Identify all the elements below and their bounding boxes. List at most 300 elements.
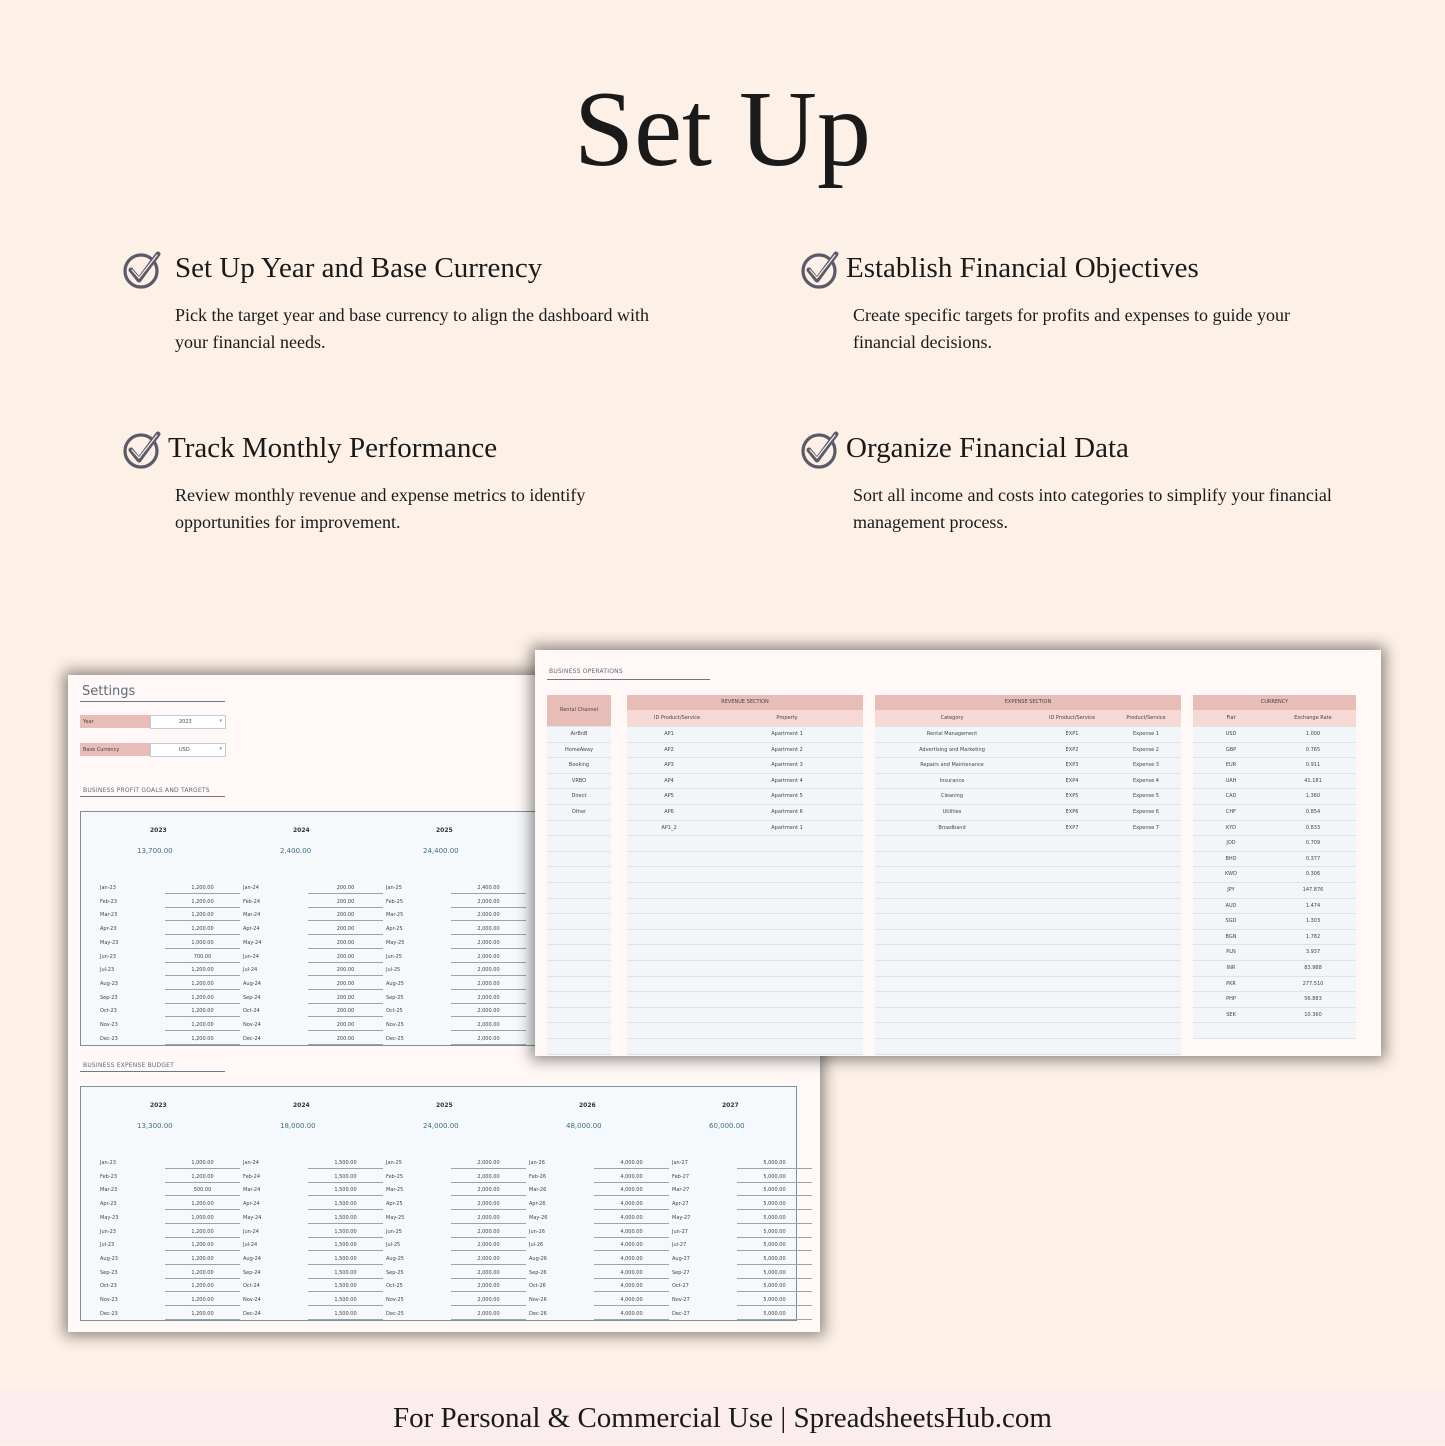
currency-rate-cell[interactable]: 1.303	[1305, 918, 1321, 925]
grid-line	[547, 1038, 611, 1039]
grid-line	[875, 1038, 1181, 1039]
currency-fiat-cell[interactable]: UAH	[1225, 777, 1237, 784]
month-amount-input[interactable]: 2,000.00	[477, 1310, 500, 1317]
month-row	[95, 1253, 235, 1267]
month-label: Apr-27	[672, 1201, 689, 1208]
month-amount-input[interactable]: 200.00	[336, 1022, 355, 1028]
currency-rate-cell[interactable]: 1.000	[1305, 731, 1321, 737]
revenue-id-cell[interactable]: AP6	[664, 809, 674, 815]
month-amount-input[interactable]: 1,500.00	[334, 1283, 357, 1290]
month-amount-input[interactable]: 2,000.00	[477, 1242, 500, 1249]
month-row	[95, 992, 235, 1006]
amount-underline	[737, 1291, 812, 1292]
month-label: Aug-23	[100, 980, 118, 987]
month-amount-input[interactable]: 4,000.00	[620, 1255, 643, 1262]
month-amount-input[interactable]: 1,000.00	[191, 1214, 214, 1221]
amount-underline	[451, 907, 526, 908]
month-amount-input[interactable]: 1,200.00	[191, 1255, 214, 1262]
grid-line	[547, 804, 611, 805]
currency-fiat-cell[interactable]: SEK	[1226, 1011, 1236, 1018]
amount-underline	[308, 1182, 383, 1183]
rental-channel-cell[interactable]: HomeAway	[564, 746, 594, 753]
expense-cell[interactable]: EXP1	[1065, 731, 1079, 737]
footer-text: For Personal & Commercial Use | SpreadsheetsHub.com	[393, 1402, 1052, 1434]
currency-fiat-cell[interactable]: INR	[1226, 965, 1236, 971]
month-amount-input[interactable]: 4,000.00	[620, 1269, 643, 1276]
month-amount-input[interactable]: 1,200.00	[191, 1297, 214, 1303]
expense-cell[interactable]: EXP3	[1065, 762, 1079, 769]
month-amount-input[interactable]: 1,200.00	[191, 1283, 214, 1290]
amount-underline	[594, 1250, 669, 1251]
month-label: Apr-24	[243, 926, 260, 933]
month-label: Feb-27	[672, 1173, 690, 1180]
year-column	[95, 1102, 235, 1317]
revenue-column-bg	[627, 726, 863, 1054]
month-amount-input[interactable]: 2,000.00	[477, 967, 500, 974]
rental-channel-cell[interactable]: Direct	[571, 793, 587, 800]
revenue-id-cell[interactable]: AP1_2	[661, 824, 677, 831]
month-label: Oct-25	[386, 1008, 403, 1015]
month-amount-input[interactable]: 200.00	[336, 994, 355, 1001]
currency-rate-cell[interactable]: 3.937	[1305, 949, 1321, 956]
month-amount-input[interactable]: 1,500.00	[334, 1228, 357, 1235]
year-label: Year	[83, 719, 94, 725]
month-row	[381, 964, 521, 978]
expense-cell[interactable]: Repairs and Maintenance	[920, 762, 984, 769]
month-amount-input[interactable]: 1,200.00	[191, 967, 214, 974]
currency-rate-cell[interactable]: 0.377	[1305, 855, 1321, 862]
revenue-id-cell[interactable]: AP2	[664, 746, 674, 753]
amount-underline	[308, 1319, 383, 1320]
grid-line	[627, 913, 863, 914]
rental-channel-cell[interactable]: AirBnB	[570, 731, 588, 737]
month-amount-input[interactable]: 200.00	[336, 980, 355, 987]
amount-underline	[308, 1278, 383, 1279]
currency-fiat-cell[interactable]: PKR	[1226, 980, 1236, 987]
currency-rate-cell[interactable]: 83.988	[1304, 965, 1322, 971]
month-row	[667, 1226, 807, 1240]
month-amount-input[interactable]: 1,200.00	[191, 1022, 214, 1028]
rental-channel-cell[interactable]: Booking	[568, 762, 590, 769]
month-amount-input[interactable]: 1,200.00	[191, 926, 214, 933]
month-amount-input[interactable]: 1,200.00	[191, 994, 214, 1001]
amount-underline	[308, 907, 383, 908]
currency-rate-cell[interactable]: 56.883	[1304, 996, 1322, 1003]
currency-fiat-cell[interactable]: BGN	[1225, 933, 1237, 940]
month-row	[95, 1033, 235, 1047]
month-row	[667, 1294, 807, 1308]
month-amount-input[interactable]: 5,000.00	[763, 1187, 786, 1194]
month-label: Jun-25	[386, 953, 402, 960]
amount-underline	[308, 1250, 383, 1251]
month-amount-input[interactable]: 2,000.00	[477, 980, 500, 987]
month-label: Aug-23	[100, 1255, 118, 1262]
grid-line	[875, 788, 1181, 789]
expense-cell[interactable]: Expense 1	[1133, 731, 1159, 737]
month-label: Feb-23	[100, 898, 118, 905]
grid-line	[875, 757, 1181, 758]
checkmark-icon	[122, 250, 162, 290]
month-amount-input[interactable]: 1,200.00	[191, 1228, 214, 1235]
currency-fiat-cell[interactable]: BHD	[1225, 855, 1237, 862]
month-amount-input[interactable]: 200.00	[336, 912, 355, 919]
revenue-id-cell[interactable]: AP5	[664, 793, 674, 800]
month-amount-input[interactable]: 4,000.00	[620, 1201, 643, 1208]
currency-fiat-cell[interactable]: EUR	[1225, 762, 1237, 769]
grid-line	[875, 804, 1181, 805]
month-label: Jan-25	[386, 885, 402, 891]
expense-cell[interactable]: Expense 5	[1133, 793, 1159, 800]
amount-underline	[308, 893, 383, 894]
currency-rate-cell[interactable]: 1.360	[1305, 793, 1321, 800]
month-amount-input[interactable]: 1,500.00	[334, 1214, 357, 1221]
currency-fiat-cell[interactable]: SGD	[1225, 918, 1237, 925]
expense-cell[interactable]: Expense 3	[1133, 762, 1159, 769]
month-amount-input[interactable]: 2,000.00	[477, 939, 500, 946]
month-amount-input[interactable]: 2,000.00	[477, 1187, 500, 1194]
month-amount-input[interactable]: 4,000.00	[620, 1187, 643, 1194]
month-amount-input[interactable]: 200.00	[336, 953, 355, 960]
month-amount-input[interactable]: 1,200.00	[191, 885, 214, 891]
month-amount-input[interactable]: 5,000.00	[763, 1297, 786, 1303]
revenue-property-cell[interactable]: Apartment 4	[771, 777, 803, 784]
grid-line	[547, 788, 611, 789]
month-amount-input[interactable]: 200.00	[336, 885, 355, 891]
month-label: Dec-25	[386, 1035, 404, 1042]
month-amount-input[interactable]: 5,000.00	[763, 1242, 786, 1249]
year-value: 2023	[179, 719, 192, 725]
month-row	[381, 1184, 521, 1198]
currency-fiat-cell[interactable]: JOD	[1226, 840, 1236, 847]
month-amount-input[interactable]: 2,000.00	[477, 1255, 500, 1262]
currency-rate-cell[interactable]: 0.306	[1305, 871, 1321, 878]
month-amount-input[interactable]: 200.00	[336, 939, 355, 946]
month-amount-input[interactable]: 2,000.00	[477, 912, 500, 919]
month-row	[667, 1157, 807, 1171]
currency-fiat-cell[interactable]: CHF	[1225, 809, 1237, 815]
month-row	[667, 1171, 807, 1185]
month-label: May-25	[386, 1214, 405, 1221]
month-label: Mar-23	[100, 912, 118, 919]
currency-fiat-cell[interactable]: AUD	[1225, 902, 1237, 909]
month-label: Jul-27	[672, 1242, 687, 1249]
month-row	[238, 1239, 378, 1253]
amount-underline	[594, 1291, 669, 1292]
month-label: Jan-25	[386, 1160, 402, 1166]
month-row	[238, 1280, 378, 1294]
month-amount-input[interactable]: 700.00	[193, 953, 212, 960]
month-amount-input[interactable]: 2,000.00	[477, 1022, 500, 1028]
month-row	[95, 1171, 235, 1185]
month-amount-input[interactable]: 2,000.00	[477, 1228, 500, 1235]
currency-rate-cell[interactable]: 10.360	[1304, 1011, 1322, 1018]
amount-underline	[308, 1168, 383, 1169]
checkmark-icon	[800, 250, 840, 290]
month-amount-input[interactable]: 1,000.00	[191, 1160, 214, 1166]
currency-rate-cell[interactable]: 0.709	[1305, 840, 1321, 847]
month-amount-input[interactable]: 1,200.00	[191, 1269, 214, 1276]
month-amount-input[interactable]: 1,500.00	[334, 1201, 357, 1208]
currency-rate-cell[interactable]: 1.474	[1305, 902, 1321, 909]
revenue-id-cell[interactable]: AP3	[664, 762, 674, 769]
rental-channel-cell[interactable]: Other	[571, 809, 587, 815]
month-amount-input[interactable]: 1,000.00	[191, 939, 214, 946]
expense-cell[interactable]: EXP2	[1065, 746, 1079, 753]
month-amount-input[interactable]: 200.00	[336, 1008, 355, 1015]
month-amount-input[interactable]: 2,000.00	[477, 1008, 500, 1015]
month-label: Sep-24	[243, 1269, 261, 1276]
month-amount-input[interactable]: 5,000.00	[763, 1255, 786, 1262]
month-amount-input[interactable]: 4,000.00	[620, 1283, 643, 1290]
grid-line	[875, 991, 1181, 992]
expense-cell[interactable]: Broadband	[938, 824, 966, 831]
grid-line	[1193, 1038, 1356, 1039]
year-total: 2,400.00	[280, 847, 312, 855]
feature-title: Track Monthly Performance	[168, 432, 498, 464]
currency-rate-cell[interactable]: 1.782	[1305, 933, 1321, 940]
expense-cell[interactable]: Insurance	[939, 777, 965, 784]
month-amount-input[interactable]: 200.00	[336, 1035, 355, 1042]
grid-line	[1193, 773, 1356, 774]
month-amount-input[interactable]: 1,500.00	[334, 1310, 357, 1317]
currency-fiat-cell[interactable]: GBP	[1225, 746, 1237, 753]
month-amount-input[interactable]: 2,000.00	[477, 1173, 500, 1180]
month-amount-input[interactable]: 2,000.00	[477, 926, 500, 933]
year-heading: 2024	[293, 1102, 310, 1109]
month-amount-input[interactable]: 1,200.00	[191, 1201, 214, 1208]
month-amount-input[interactable]: 2,000.00	[477, 1269, 500, 1276]
amount-underline	[165, 1250, 240, 1251]
grid-line	[627, 898, 863, 899]
grid-line	[875, 960, 1181, 961]
year-column	[238, 1102, 378, 1317]
month-amount-input[interactable]: 4,000.00	[620, 1173, 643, 1180]
grid-line	[627, 804, 863, 805]
currency-fiat-cell[interactable]: PHP	[1226, 996, 1236, 1003]
year-column	[524, 1102, 664, 1317]
rental-channel-cell[interactable]: VRBO	[571, 777, 587, 784]
month-amount-input[interactable]: 1,500.00	[334, 1255, 357, 1262]
month-label: Nov-24	[243, 1297, 261, 1303]
month-row	[381, 1239, 521, 1253]
month-row	[95, 896, 235, 910]
revenue-property-cell[interactable]: Apartment 3	[771, 762, 803, 769]
amount-underline	[165, 893, 240, 894]
month-amount-input[interactable]: 4,000.00	[620, 1297, 643, 1303]
month-row	[238, 1294, 378, 1308]
month-amount-input[interactable]: 2,000.00	[477, 953, 500, 960]
amount-underline	[308, 1237, 383, 1238]
year-total: 60,000.00	[709, 1122, 745, 1130]
month-amount-input[interactable]: 5,000.00	[763, 1228, 786, 1235]
month-label: Jun-26	[529, 1228, 545, 1235]
month-amount-input[interactable]: 1,500.00	[334, 1297, 357, 1303]
month-label: Jul-23	[100, 1242, 115, 1249]
expense-cell[interactable]: EXP5	[1065, 793, 1079, 800]
month-row	[238, 1198, 378, 1212]
month-amount-input[interactable]: 1,500.00	[334, 1269, 357, 1276]
grid-line	[627, 773, 863, 774]
month-amount-input[interactable]: 1,200.00	[191, 1008, 214, 1015]
month-row	[95, 923, 235, 937]
currency-rate-cell[interactable]: 0.911	[1305, 762, 1321, 769]
expense-col-header: Category	[940, 715, 964, 721]
amount-underline	[737, 1223, 812, 1224]
amount-underline	[451, 1168, 526, 1169]
amount-underline	[165, 1305, 240, 1306]
month-amount-input[interactable]: 200.00	[336, 926, 355, 933]
month-row	[95, 937, 235, 951]
month-label: Jan-24	[243, 885, 259, 891]
expense-cell[interactable]: EXP6	[1065, 809, 1079, 815]
amount-underline	[165, 1195, 240, 1196]
month-amount-input[interactable]: 4,000.00	[620, 1310, 643, 1317]
revenue-id-cell[interactable]: AP1	[664, 731, 674, 737]
year-heading: 2025	[436, 827, 453, 834]
month-amount-input[interactable]: 4,000.00	[620, 1242, 643, 1249]
year-column	[381, 1102, 521, 1317]
month-amount-input[interactable]: 1,200.00	[191, 898, 214, 905]
month-amount-input[interactable]: 5,000.00	[763, 1269, 786, 1276]
month-row	[524, 1212, 664, 1226]
grid-line	[547, 1022, 611, 1023]
month-label: Apr-23	[100, 1201, 117, 1208]
currency-rate-cell[interactable]: 277.510	[1302, 980, 1324, 987]
amount-underline	[165, 1209, 240, 1210]
expense-cell[interactable]: EXP4	[1065, 777, 1079, 784]
amount-underline	[451, 1278, 526, 1279]
month-amount-input[interactable]: 2,000.00	[477, 1297, 500, 1303]
month-amount-input[interactable]: 2,000.00	[477, 1201, 500, 1208]
month-amount-input[interactable]: 200.00	[336, 967, 355, 974]
month-amount-input[interactable]: 1,200.00	[191, 912, 214, 919]
month-amount-input[interactable]: 1,500.00	[334, 1187, 357, 1194]
month-amount-input[interactable]: 2,400.00	[477, 885, 500, 891]
grid-line	[1193, 976, 1356, 977]
grid-line	[547, 820, 611, 821]
revenue-property-cell[interactable]: Apartment 6	[771, 809, 803, 815]
month-label: Apr-24	[243, 1201, 260, 1208]
month-row	[95, 1157, 235, 1171]
month-amount-input[interactable]: 5,000.00	[763, 1283, 786, 1290]
month-amount-input[interactable]: 5,000.00	[763, 1160, 786, 1166]
currency-fiat-cell[interactable]: USD	[1225, 731, 1237, 737]
month-amount-input[interactable]: 4,000.00	[620, 1228, 643, 1235]
month-amount-input[interactable]: 5,000.00	[763, 1310, 786, 1317]
month-amount-input[interactable]: 500.00	[193, 1187, 212, 1194]
year-select[interactable]	[150, 715, 226, 729]
month-amount-input[interactable]: 2,000.00	[477, 1283, 500, 1290]
month-amount-input[interactable]: 1,200.00	[191, 1242, 214, 1249]
month-amount-input[interactable]: 4,000.00	[620, 1160, 643, 1166]
currency-select[interactable]	[150, 743, 226, 757]
year-heading: 2023	[150, 1102, 167, 1109]
month-amount-input[interactable]: 1,200.00	[191, 1310, 214, 1317]
month-row	[381, 1019, 521, 1033]
grid-line	[1193, 1007, 1356, 1008]
year-total: 13,700.00	[137, 847, 173, 855]
currency-rate-cell[interactable]: 147.876	[1302, 887, 1324, 893]
revenue-id-cell[interactable]: AP4	[664, 777, 674, 784]
month-amount-input[interactable]: 200.00	[336, 898, 355, 905]
amount-underline	[165, 962, 240, 963]
month-label: Sep-25	[386, 994, 404, 1001]
grid-line	[627, 1007, 863, 1008]
month-amount-input[interactable]: 1,500.00	[334, 1173, 357, 1180]
currency-rate-cell[interactable]: 41.181	[1304, 777, 1322, 784]
month-amount-input[interactable]: 1,500.00	[334, 1160, 357, 1166]
revenue-property-cell[interactable]: Apartment 2	[771, 746, 803, 753]
month-row	[667, 1184, 807, 1198]
currency-fiat-cell[interactable]: JPY	[1227, 887, 1235, 893]
amount-underline	[594, 1237, 669, 1238]
currency-rate-cell[interactable]: 0.833	[1305, 824, 1321, 831]
month-row	[381, 896, 521, 910]
month-amount-input[interactable]: 1,200.00	[191, 980, 214, 987]
expense-cell[interactable]: Expense 7	[1133, 824, 1159, 831]
grid-line	[547, 1054, 611, 1055]
month-amount-input[interactable]: 2,000.00	[477, 1035, 500, 1042]
revenue-property-cell[interactable]: Apartment 5	[771, 793, 803, 800]
expense-cell[interactable]: Cleaning	[941, 793, 963, 800]
currency-fiat-cell[interactable]: CAD	[1225, 793, 1237, 800]
month-amount-input[interactable]: 5,000.00	[763, 1201, 786, 1208]
revenue-property-cell[interactable]: Apartment 1	[771, 731, 803, 737]
grid-line	[547, 960, 611, 961]
month-amount-input[interactable]: 2,000.00	[477, 1160, 500, 1166]
currency-fiat-cell[interactable]: KYD	[1225, 824, 1236, 831]
month-amount-input[interactable]: 4,000.00	[620, 1214, 643, 1221]
month-amount-input[interactable]: 2,000.00	[477, 1214, 500, 1221]
amount-underline	[451, 1305, 526, 1306]
month-label: May-24	[243, 1214, 262, 1221]
expense-cell[interactable]: Expense 2	[1133, 746, 1159, 753]
expense-cell[interactable]: Expense 4	[1133, 777, 1159, 784]
rental-column-bg	[547, 726, 611, 1054]
month-amount-input[interactable]: 5,000.00	[763, 1173, 786, 1180]
currency-fiat-cell[interactable]: PLN	[1226, 949, 1236, 956]
revenue-property-cell[interactable]: Apartment 1	[771, 824, 803, 831]
month-amount-input[interactable]: 2,000.00	[477, 898, 500, 905]
grid-line	[627, 742, 863, 743]
feature-title: Set Up Year and Base Currency	[175, 252, 543, 284]
grid-line	[547, 773, 611, 774]
month-amount-input[interactable]: 1,200.00	[191, 1173, 214, 1180]
month-amount-input[interactable]: 2,000.00	[477, 994, 500, 1001]
amount-underline	[308, 920, 383, 921]
expense-cell[interactable]: Utilities	[942, 809, 962, 815]
currency-fiat-cell[interactable]: KWD	[1225, 871, 1237, 878]
month-amount-input[interactable]: 1,200.00	[191, 1035, 214, 1042]
month-amount-input[interactable]: 1,500.00	[334, 1242, 357, 1249]
month-row	[667, 1212, 807, 1226]
month-label: Oct-24	[243, 1283, 260, 1290]
expense-cell[interactable]: Advertising and Marketing	[919, 746, 985, 753]
currency-rate-cell[interactable]: 0.854	[1305, 809, 1321, 815]
expense-cell[interactable]: Expense 6	[1133, 809, 1159, 815]
month-row	[238, 882, 378, 896]
grid-line	[627, 866, 863, 867]
expense-cell[interactable]: EXP7	[1065, 824, 1079, 831]
expense-cell[interactable]: Rental Management	[926, 731, 978, 737]
expense-col-header: Product/Service	[1126, 715, 1166, 721]
year-column	[238, 827, 378, 1042]
year-column	[667, 1102, 807, 1317]
month-label: Jan-27	[672, 1160, 688, 1166]
currency-rate-cell[interactable]: 0.765	[1305, 746, 1321, 753]
month-row	[95, 882, 235, 896]
month-amount-input[interactable]: 5,000.00	[763, 1214, 786, 1221]
